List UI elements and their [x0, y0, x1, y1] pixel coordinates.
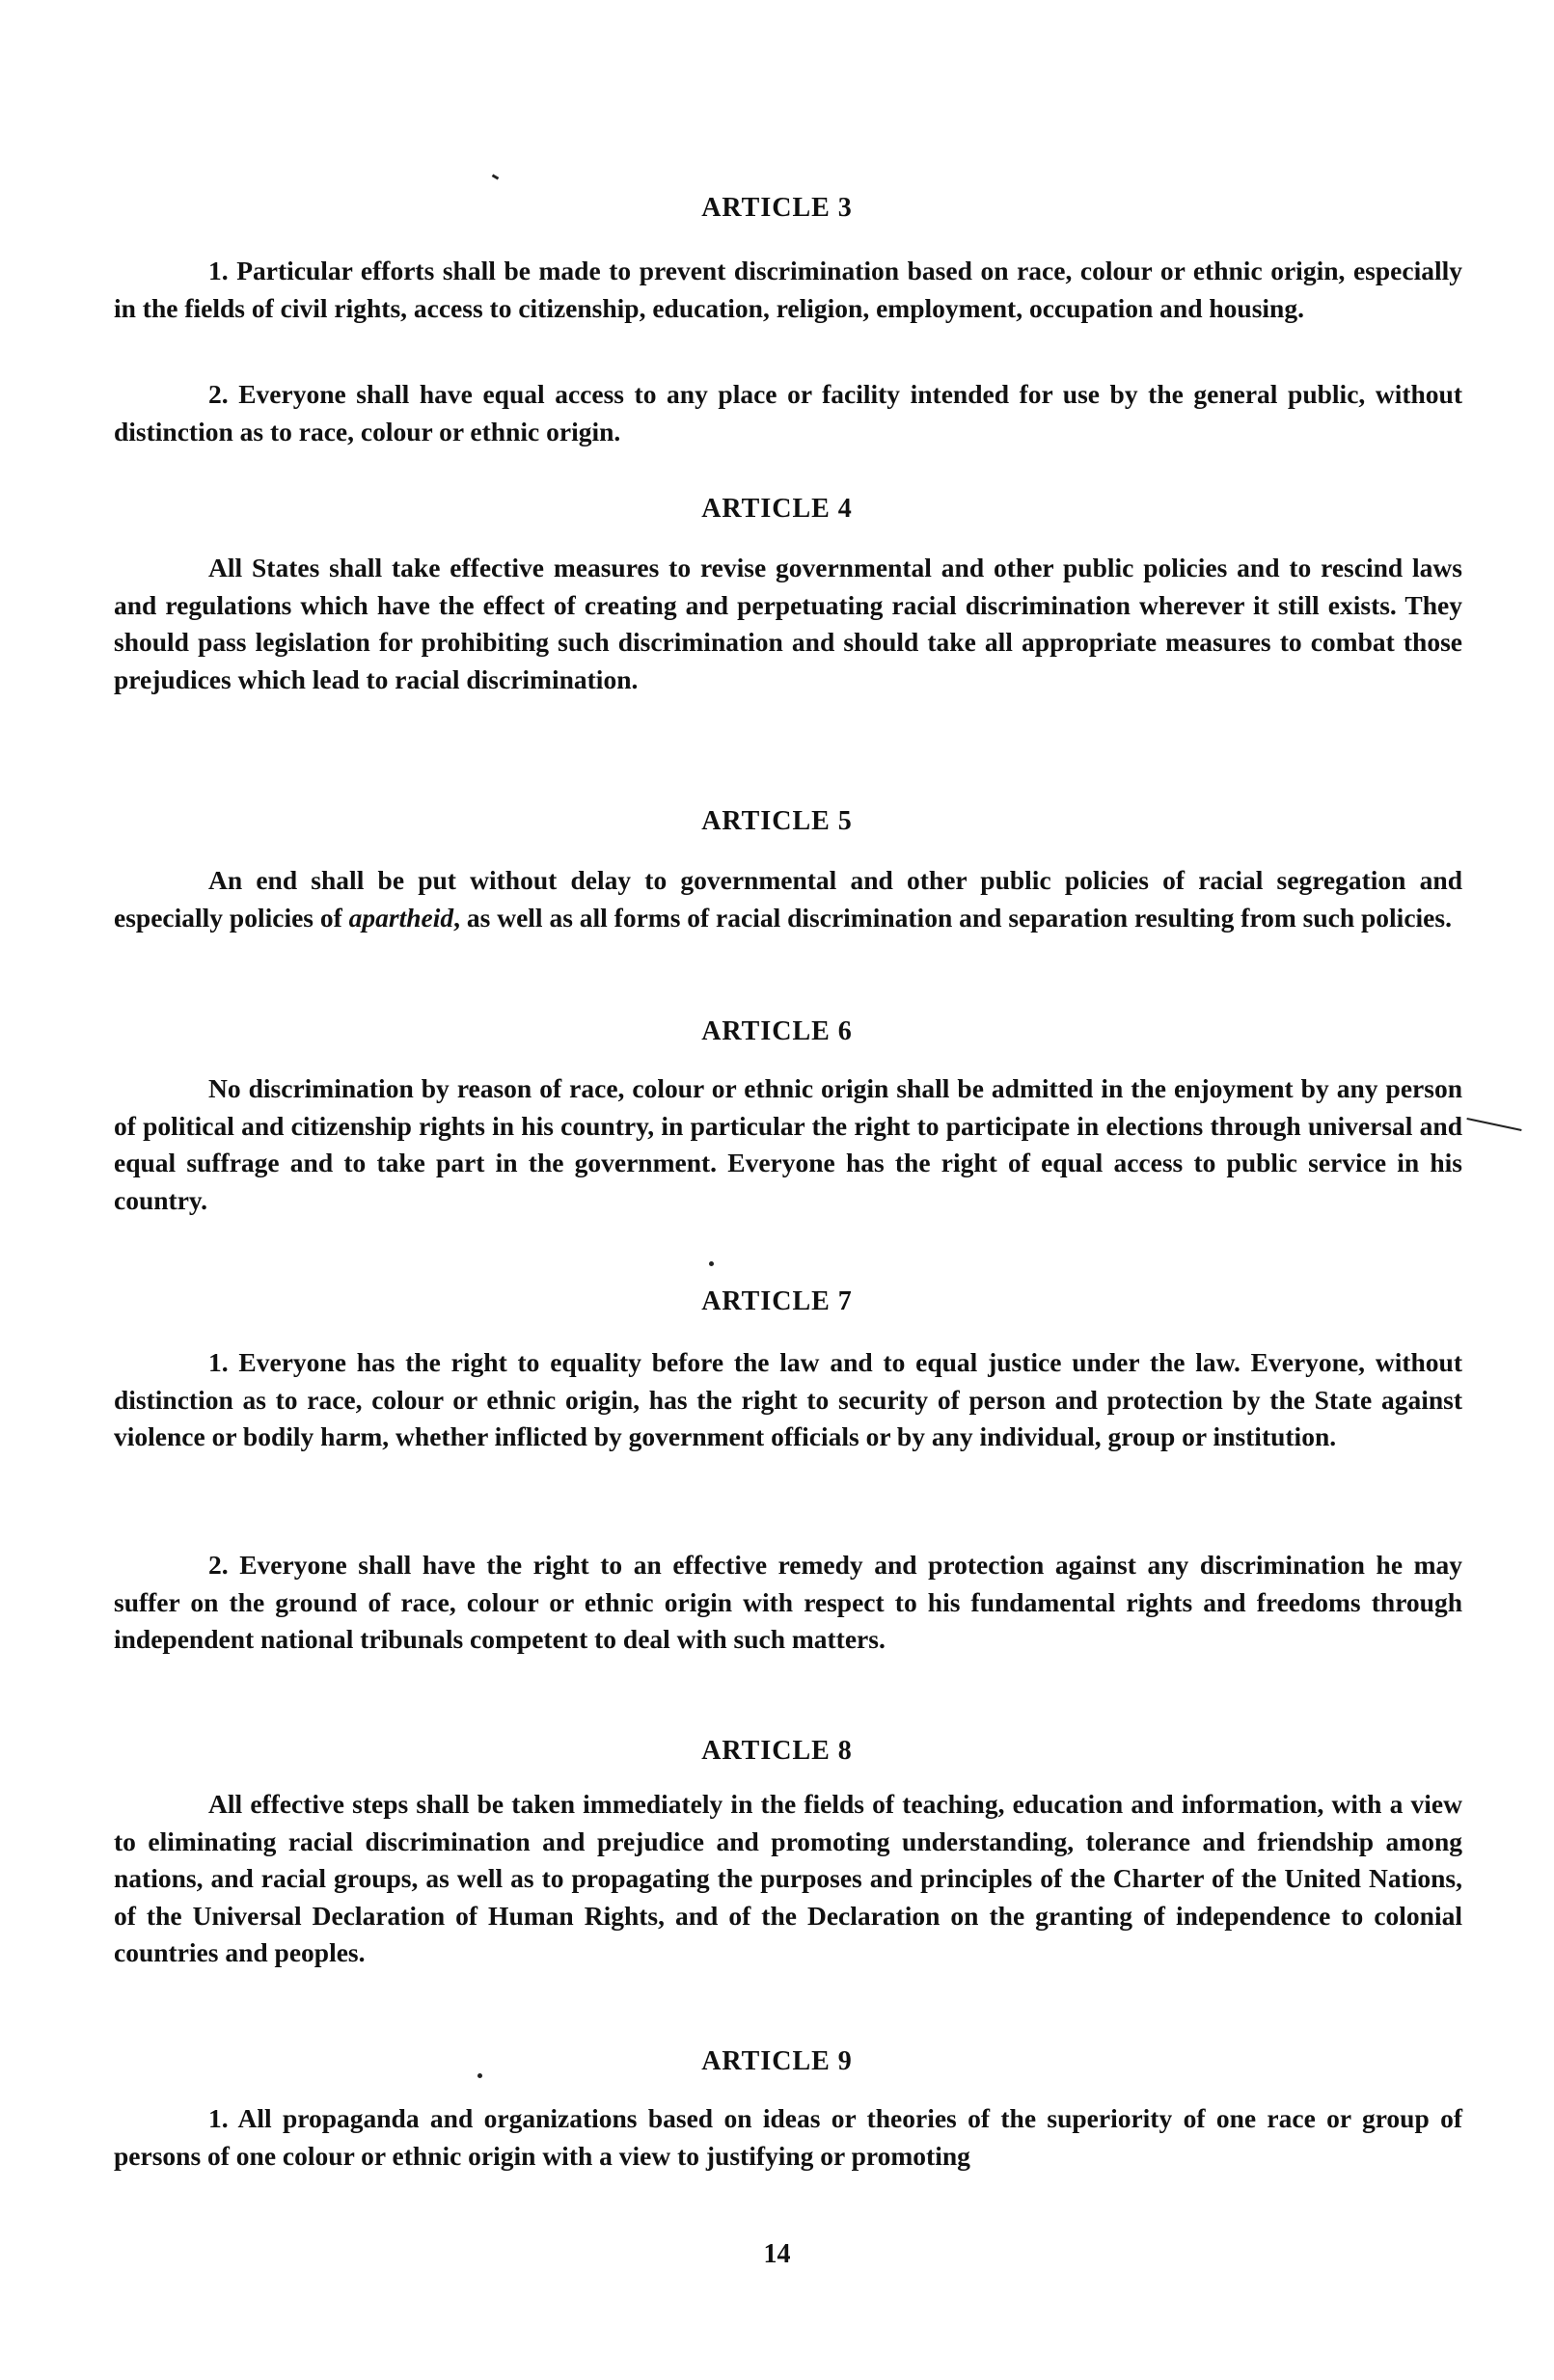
article-3-paragraph-1: 1. Particular efforts shall be made to prevent discrimination based on race, colour or ethnic origin, especially in the fields of civil rights, access to citizenship, education, religion, employment, occupation and housing. [114, 256, 1462, 323]
scan-speck [492, 174, 500, 179]
article-3-heading: ARTICLE 3 [701, 193, 853, 223]
scan-speck [477, 2073, 482, 2078]
article-4-paragraph-1: All States shall take effective measures to revise governmental and other public policies and to rescind laws and regulations which have the effect of creating and perpetuating racial discrimination wherever it still exists. They should pass legislation for prohibiting such discrimination and should take all appropriate measures to combat those prejudices which lead to racial discrimination. [114, 553, 1462, 694]
article-8-heading: ARTICLE 8 [701, 1736, 853, 1766]
article-6-heading: ARTICLE 6 [701, 1016, 853, 1046]
margin-mark [1466, 1118, 1521, 1131]
article-7-paragraph-1: 1. Everyone has the right to equality before the law and to equal justice under the law. Everyone, without distinction as to race, colour or ethnic origin, has the right to security of person and protection by the State against violence or bodily harm, whether inflicted by government officials or by any individual, group or institution. [114, 1347, 1462, 1451]
article-6-paragraph-1: No discrimination by reason of race, colour or ethnic origin shall be admitted in the enjoyment by any person of political and citizenship rights in his country, in particular the right to participate in elections through universal and equal suffrage and to take part in the government. Everyone has the right of equal access to public service in his country. [114, 1073, 1462, 1215]
scan-speck [709, 1261, 714, 1266]
article-5-heading: ARTICLE 5 [701, 806, 853, 836]
article-8-paragraph-1: All effective steps shall be taken immediately in the fields of teaching, education and information, with a view to eliminating racial discrimination and prejudice and promoting understanding, tolerance and friendship among nations, and racial groups, as well as to propagating the purposes and principles of the Charter of the United Nations, of the Universal Declaration of Human Rights, and of the Declaration on the granting of independence to colonial countries and peoples. [114, 1789, 1462, 1967]
article-5-paragraph-1: An end shall be put without delay to governmental and other public policies of racial segregation and especially policies of apartheid, as well as all forms of racial discrimination and separation resulting from such policies. [114, 865, 1462, 933]
article-7-heading: ARTICLE 7 [701, 1286, 853, 1316]
article-7-paragraph-2: 2. Everyone shall have the right to an effective remedy and protection against any discrimination he may suffer on the ground of race, colour or ethnic origin with respect to his fundamental rights and freedoms through independent national tribunals competent to deal with such matters. [114, 1550, 1462, 1654]
article-9-heading: ARTICLE 9 [701, 2046, 853, 2076]
article-3-paragraph-2: 2. Everyone shall have equal access to any place or facility intended for use by the general public, without distinction as to race, colour or ethnic origin. [114, 379, 1462, 446]
article-4-heading: ARTICLE 4 [701, 494, 853, 524]
page-number: 14 [763, 2239, 791, 2269]
apartheid-emphasis: apartheid [348, 902, 454, 933]
article-9-paragraph-1: 1. All propaganda and organizations based on ideas or theories of the superiority of one race or group of persons of one colour or ethnic origin with a view to justifying or promoting [114, 2103, 1462, 2171]
